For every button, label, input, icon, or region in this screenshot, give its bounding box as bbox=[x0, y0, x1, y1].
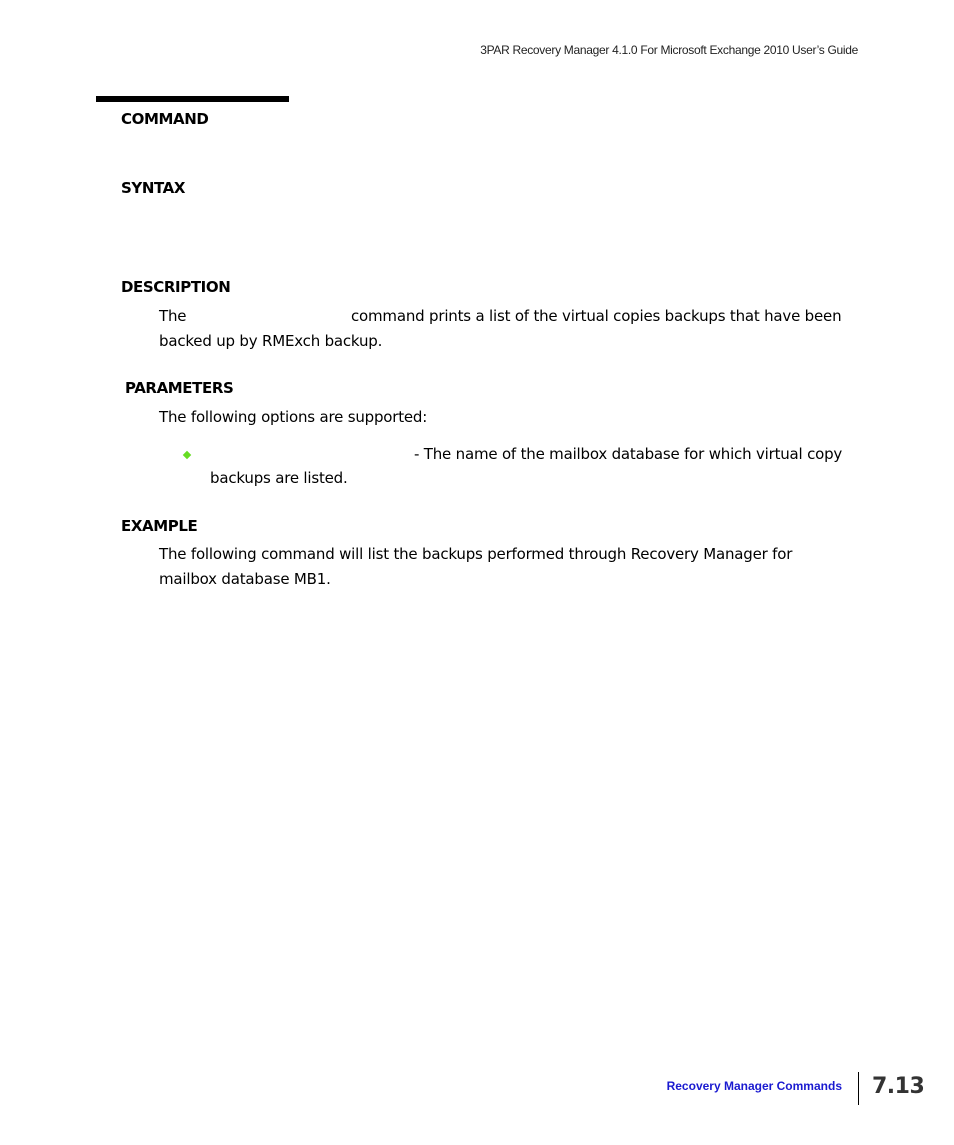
footer-divider bbox=[858, 1072, 859, 1105]
example-heading: EXAMPLE bbox=[121, 517, 198, 535]
description-line1-start: The bbox=[159, 307, 187, 325]
running-header: 3PAR Recovery Manager 4.1.0 For Microsoft Exchange 2010 User’s Guide bbox=[480, 43, 858, 57]
description-line2: backed up by RMExch backup. bbox=[159, 332, 383, 350]
parameters-intro: The following options are supported: bbox=[159, 408, 428, 426]
parameters-heading: PARAMETERS bbox=[125, 379, 234, 397]
example-line2: mailbox database MB1. bbox=[159, 570, 331, 588]
option-description: - The name of the mailbox database for which virtual copy bbox=[414, 445, 843, 463]
section-rule bbox=[96, 96, 289, 102]
syntax-heading: SYNTAX bbox=[121, 179, 186, 197]
description-line1-end: command prints a list of the virtual copies backups that have been bbox=[351, 307, 842, 325]
command-heading: COMMAND bbox=[121, 110, 209, 128]
option-description-continued: backups are listed. bbox=[210, 469, 348, 487]
description-heading: DESCRIPTION bbox=[121, 278, 231, 296]
footer-section-title[interactable]: Recovery Manager Commands bbox=[666, 1079, 842, 1093]
bullet-icon bbox=[183, 451, 191, 459]
example-line1: The following command will list the backups performed through Recovery Manager for bbox=[159, 545, 793, 563]
page-number: 7.13 bbox=[872, 1074, 925, 1099]
